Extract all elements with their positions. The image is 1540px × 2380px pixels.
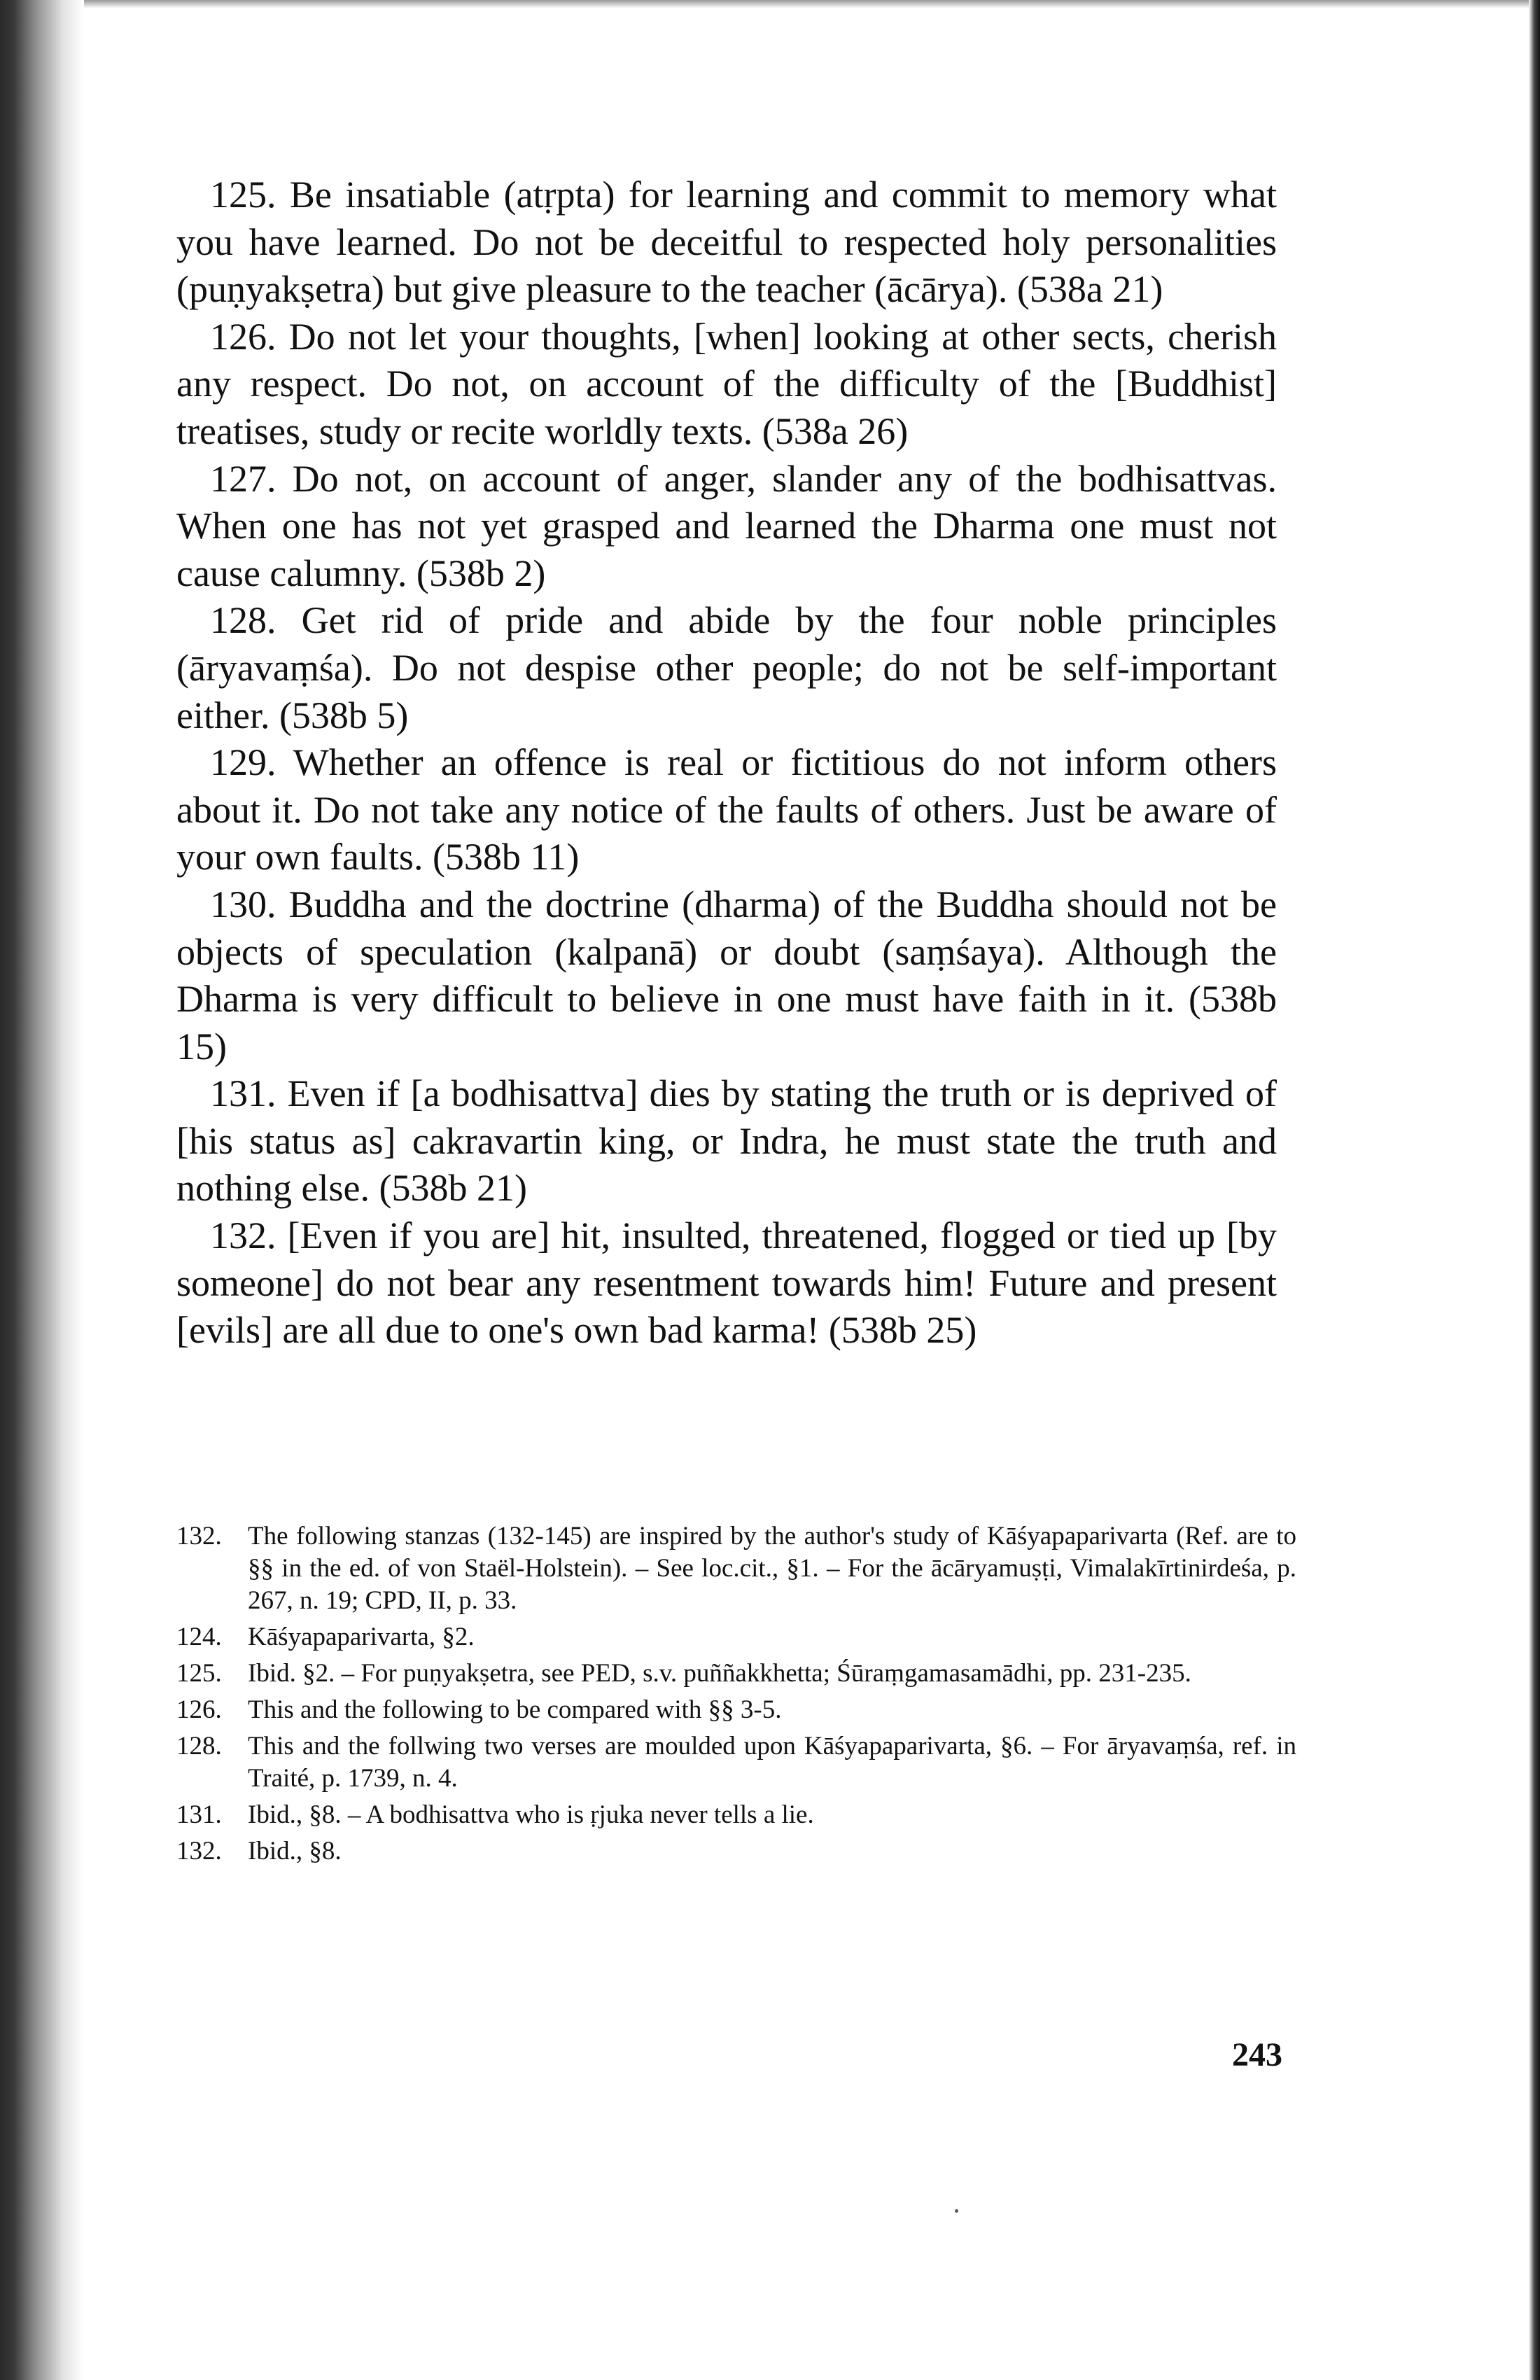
footnote-text: This and the follwing two verses are moulded upon Kāśyapaparivarta, §6. – For āryavaṃśa, ref. in Traité, p. 1739, n. 4.: [248, 1732, 1296, 1793]
paragraph-text: [Even if you are] hit, insulted, threatened, flogged or tied up [by someone] do not bear any resentment towards him! Future and present [evils] are all due to one's own bad karma! (538b 25): [176, 1214, 1278, 1352]
scan-speck: [955, 2209, 958, 2213]
scan-edge-left: [0, 0, 84, 2380]
paragraph-text: Get rid of pride and abide by the four noble principles (āryavaṃśa). Do not despise other people; do not be self-important either. (538b 5): [176, 599, 1277, 736]
scan-edge-right: [1529, 0, 1540, 2380]
paragraph-125: [176, 172, 1277, 314]
paragraph-text: Do not, on account of anger, slander any of the bodhisattvas. When one has not yet grasped and learned the Dharma one must not cause calumny. (538b 2): [176, 457, 1277, 594]
paragraph-text: Even if [a bodhisattva] dies by stating the truth or is deprived of [his status as] cakravartin king, or Indra, he must state the truth and nothing else. (538b 21): [176, 1072, 1278, 1210]
paragraph-number: 128.: [210, 599, 276, 642]
paragraph-128: [176, 597, 1277, 739]
footnote: [176, 1520, 1296, 1617]
footnote-text: Ibid. §2. – For puṇyakṣetra, see PED, s.v. puññakkhetta; Śūraṃgamasamādhi, pp. 231-235.: [248, 1659, 1191, 1688]
paragraph-131: [176, 1070, 1277, 1212]
paragraph-number: 132.: [210, 1214, 276, 1257]
footnote-number: 132.: [176, 1522, 222, 1550]
paragraph-127: [176, 456, 1277, 598]
footnotes: [176, 1520, 1296, 1872]
page-number: 243: [1232, 2036, 1282, 2073]
footnote-text: The following stanzas (132-145) are inspired by the author's study of Kāśyapaparivarta (Ref. are to §§ in the ed. of von Staël-Holstein). – See loc.cit., §1. – For the ācāryamuṣṭi, Vimalakīrtinirdeśa, p. 267, n. 19; CPD, II, p. 33.: [248, 1522, 1296, 1615]
paragraph-number: 131.: [210, 1072, 276, 1115]
footnote-text: Ibid., §8. – A bodhisattva who is ṛjuka never tells a lie.: [248, 1800, 814, 1829]
paragraph-132: [176, 1212, 1277, 1354]
footnote-text: This and the following to be compared with §§ 3-5.: [248, 1695, 782, 1724]
paragraph-130: [176, 881, 1277, 1070]
footnote: [176, 1694, 1296, 1726]
paragraph-text: Buddha and the doctrine (dharma) of the Buddha should not be objects of speculation (kalpanā) or doubt (saṃśaya). Although the Dharma is very difficult to believe in one must have faith in it. (538b 15): [176, 883, 1277, 1068]
footnote-number: 124.: [176, 1623, 222, 1651]
paragraph-number: 129.: [210, 741, 276, 784]
paragraph-126: [176, 314, 1277, 456]
footnote: [176, 1799, 1296, 1831]
footnote-text: Ibid., §8.: [248, 1837, 342, 1865]
footnote-number: 131.: [176, 1800, 222, 1829]
footnote: [176, 1621, 1296, 1653]
footnote: [176, 1730, 1296, 1795]
footnote-number: 132.: [176, 1837, 222, 1865]
scan-edge-top: [0, 0, 1540, 8]
footnote-number: 125.: [176, 1659, 222, 1688]
paragraph-129: [176, 739, 1277, 881]
paragraph-number: 126.: [210, 315, 276, 358]
paragraph-number: 125.: [210, 174, 276, 216]
main-text: [176, 172, 1277, 1354]
footnote: [176, 1835, 1296, 1868]
paragraph-number: 130.: [210, 883, 276, 925]
paragraph-text: Whether an offence is real or fictitious do not inform others about it. Do not take any notice of the faults of others. Just be aware of your own faults. (538b 11): [176, 741, 1277, 878]
footnote-text: Kāśyapaparivarta, §2.: [248, 1623, 475, 1651]
paragraph-text: Be insatiable (atṛpta) for learning and commit to memory what you have learned. Do not be deceitful to respected holy personalities (puṇyakṣetra) but give pleasure to the teacher (ācārya). (538a 21): [176, 174, 1278, 311]
footnote-number: 126.: [176, 1695, 222, 1724]
footnote: [176, 1658, 1296, 1690]
paragraph-text: Do not let your thoughts, [when] looking at other sects, cherish any respect. Do not, on account of the difficulty of the [Buddhist] treatises, study or recite worldly texts. (538a 26): [176, 315, 1278, 452]
footnote-number: 128.: [176, 1732, 222, 1760]
paragraph-number: 127.: [210, 457, 276, 500]
